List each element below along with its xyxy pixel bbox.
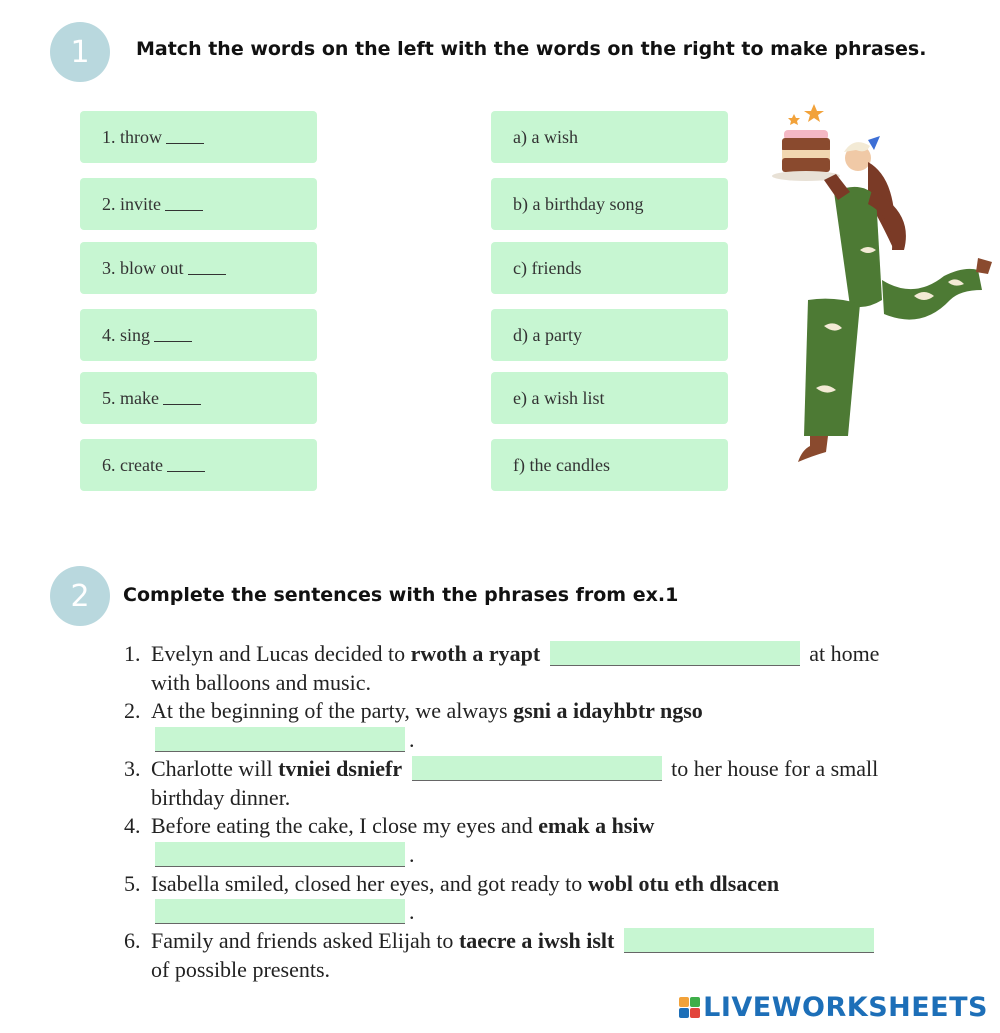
- exercise-title: Complete the sentences with the phrases from ex.1: [123, 584, 679, 606]
- left-item: [80, 178, 317, 230]
- sentence-number: 6.: [124, 928, 141, 954]
- answer-input[interactable]: [624, 928, 874, 953]
- scrambled-phrase: taecre a iwsh islt: [458, 928, 615, 954]
- scrambled-phrase: wobl otu eth dlsacen: [587, 870, 780, 896]
- sentence: [124, 812, 894, 869]
- exercise-number-badge: [50, 22, 110, 82]
- right-item-text: f) the candles: [513, 454, 610, 475]
- sentence-number: 4.: [124, 813, 141, 839]
- sentence-text: At the beginning of the party, we always: [151, 698, 514, 724]
- sentence-text: .: [409, 727, 415, 753]
- answer-input[interactable]: [550, 641, 800, 666]
- left-item-text: 4. sing: [102, 324, 151, 345]
- answer-input[interactable]: [155, 842, 405, 867]
- sentence-text: Family and friends asked Elijah to: [151, 928, 459, 954]
- left-item: [80, 242, 317, 294]
- answer-input[interactable]: [155, 899, 405, 924]
- left-item: [80, 439, 317, 491]
- sentence-text: Isabella smiled, closed her eyes, and got ready to: [151, 870, 588, 896]
- right-item: [491, 111, 728, 163]
- sentence-list: [124, 640, 894, 984]
- right-item: [491, 178, 728, 230]
- answer-blank[interactable]: [166, 131, 204, 144]
- exercise-number: 1: [70, 34, 90, 70]
- answer-blank[interactable]: [154, 329, 192, 342]
- sentence-text: Before eating the cake, I close my eyes and: [151, 813, 539, 839]
- right-item: [491, 372, 728, 424]
- scrambled-phrase: tvniei dsniefr: [278, 755, 403, 781]
- sentence: [124, 755, 894, 812]
- sentence: [124, 927, 894, 984]
- answer-input[interactable]: [155, 727, 405, 752]
- liveworksheets-logo: [679, 992, 988, 1023]
- exercise-number-badge: [50, 566, 110, 626]
- sentence-number: 5.: [124, 870, 141, 896]
- right-item: [491, 242, 728, 294]
- answer-blank[interactable]: [165, 198, 203, 211]
- sentence: [124, 640, 894, 697]
- left-item: [80, 111, 317, 163]
- right-item-text: a) a wish: [513, 126, 578, 147]
- left-item-text: 3. blow out: [102, 257, 184, 278]
- answer-input[interactable]: [412, 756, 662, 781]
- scrambled-phrase: gsni a idayhbtr ngso: [513, 698, 703, 724]
- sentence-number: 1.: [124, 641, 141, 666]
- sentence: [124, 870, 894, 927]
- answer-blank[interactable]: [163, 392, 201, 405]
- sentence-number: 3.: [124, 755, 141, 781]
- left-item: [80, 309, 317, 361]
- sentence-text: .: [409, 899, 415, 925]
- scrambled-phrase: rwoth a ryapt: [410, 641, 541, 666]
- left-item-text: 6. create: [102, 454, 163, 475]
- logo-mark-icon: [679, 997, 700, 1018]
- left-item: [80, 372, 317, 424]
- sentence-text: Evelyn and Lucas decided to: [151, 641, 411, 666]
- left-item-text: 5. make: [102, 387, 159, 408]
- right-item-text: d) a party: [513, 324, 582, 345]
- left-item-text: 2. invite: [102, 193, 161, 214]
- sentence-text: to her house for a small birthday dinner.: [151, 755, 879, 810]
- right-item: [491, 439, 728, 491]
- sentence-text: .: [409, 841, 415, 867]
- sentence-text: at home with balloons and music.: [151, 641, 880, 695]
- right-item-text: c) friends: [513, 257, 582, 278]
- right-item-text: e) a wish list: [513, 387, 605, 408]
- answer-blank[interactable]: [167, 459, 205, 472]
- scrambled-phrase: emak a hsiw: [538, 813, 655, 839]
- logo-text: LIVEWORKSHEETS: [703, 992, 988, 1023]
- sentence-text: Charlotte will: [151, 755, 279, 781]
- right-item: [491, 309, 728, 361]
- exercise-number: 2: [70, 578, 90, 614]
- exercise-title: Match the words on the left with the words on the right to make phrases.: [136, 38, 927, 60]
- right-item-text: b) a birthday song: [513, 193, 644, 214]
- answer-blank[interactable]: [188, 262, 226, 275]
- sentence-number: 2.: [124, 698, 141, 724]
- sentence-text: of possible presents.: [151, 956, 331, 982]
- sentence: [124, 697, 894, 754]
- left-item-text: 1. throw: [102, 126, 162, 147]
- birthday-woman-illustration: [764, 100, 1000, 472]
